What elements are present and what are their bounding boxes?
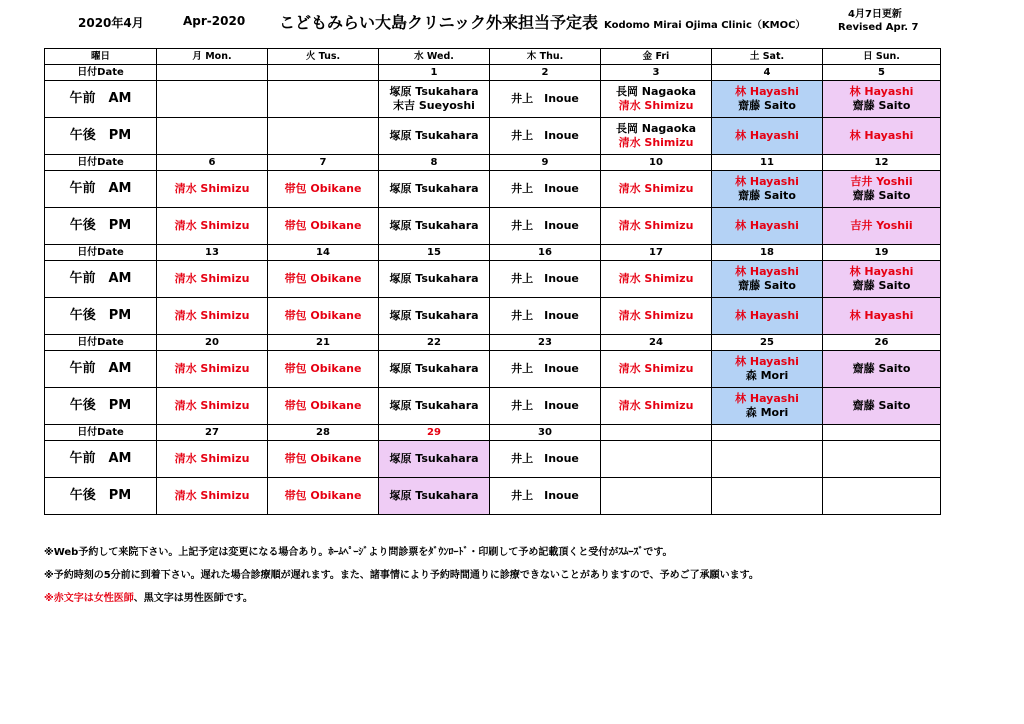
schedule-cell — [268, 171, 379, 208]
date-cell: 12 — [823, 155, 941, 171]
doctor-name: 塚原 Tsukahara — [389, 129, 479, 142]
doctor-name: 帯包 Obikane — [284, 219, 362, 232]
date-cell: 25 — [712, 335, 823, 351]
revised-ja: 4月7日更新 — [848, 9, 902, 20]
schedule-cell — [379, 208, 490, 245]
session-label-am: 午前 AM — [45, 261, 157, 298]
date-cell: 6 — [157, 155, 268, 171]
date-cell: 8 — [379, 155, 490, 171]
schedule-cell — [712, 478, 823, 515]
schedule-cell — [268, 351, 379, 388]
weekday-header: 月 Mon. — [157, 49, 268, 65]
schedule-cell — [157, 81, 268, 118]
session-row-pm — [45, 478, 941, 515]
doctor-name: 林 Hayashi — [735, 219, 799, 232]
doctor-name: 齋藤 Saito — [852, 279, 911, 292]
weekday-header: 水 Wed. — [379, 49, 490, 65]
schedule-cell — [379, 261, 490, 298]
schedule-cell — [601, 81, 712, 118]
doctor-name: 井上 Inoue — [511, 182, 579, 195]
schedule-cell — [601, 261, 712, 298]
revised-en: Revised Apr. 7 — [838, 22, 919, 33]
doctor-name: 井上 Inoue — [511, 129, 579, 142]
schedule-cell — [490, 261, 601, 298]
date-cell — [157, 65, 268, 81]
schedule-cell — [268, 298, 379, 335]
date-cell: 17 — [601, 245, 712, 261]
schedule-cell — [823, 351, 941, 388]
schedule-cell — [823, 171, 941, 208]
doctor-name: 清水 Shimizu — [174, 489, 250, 502]
doctor-name: 齋藤 Saito — [852, 99, 911, 112]
date-row — [45, 425, 941, 441]
schedule-cell — [268, 81, 379, 118]
session-label-am: 午前 AM — [45, 351, 157, 388]
weekday-header: 木 Thu. — [490, 49, 601, 65]
doctor-name: 清水 Shimizu — [174, 362, 250, 375]
session-row-pm — [45, 118, 941, 155]
date-row — [45, 335, 941, 351]
date-cell: 2 — [490, 65, 601, 81]
clinic-name-en: Kodomo Mirai Ojima Clinic（KMOC） — [604, 20, 806, 31]
schedule-cell — [712, 118, 823, 155]
date-cell: 10 — [601, 155, 712, 171]
doctor-name: 井上 Inoue — [511, 92, 579, 105]
date-row — [45, 245, 941, 261]
doctor-name: 井上 Inoue — [511, 272, 579, 285]
session-label-pm: 午後 PM — [45, 478, 157, 515]
session-row-am — [45, 81, 941, 118]
doctor-name: 帯包 Obikane — [284, 399, 362, 412]
session-label-am: 午前 AM — [45, 441, 157, 478]
schedule-cell — [823, 298, 941, 335]
doctor-name: 林 Hayashi — [735, 309, 799, 322]
doctor-name: 塚原 Tsukahara — [389, 452, 479, 465]
schedule-cell — [490, 351, 601, 388]
corner-label: 曜日 — [45, 49, 157, 65]
month-en: Apr-2020 — [183, 14, 246, 28]
note-red-female: ※赤文字は女性医師 — [44, 593, 134, 604]
date-cell: 9 — [490, 155, 601, 171]
doctor-name: 林 Hayashi — [735, 265, 799, 278]
doctor-name: 帯包 Obikane — [284, 489, 362, 502]
date-row-label: 日付Date — [45, 245, 157, 261]
schedule-cell — [712, 81, 823, 118]
date-cell: 16 — [490, 245, 601, 261]
doctor-name: 塚原 Tsukahara — [389, 219, 479, 232]
session-row-am — [45, 261, 941, 298]
doctor-name: 長岡 Nagaoka — [615, 122, 697, 135]
session-label-am: 午前 AM — [45, 81, 157, 118]
schedule-cell — [712, 441, 823, 478]
note-black-male: 、黒文字は男性医師です。 — [133, 593, 253, 604]
schedule-cell — [601, 351, 712, 388]
note-arrival: ※予約時刻の5分前に到着下さい。遅れた場合診療順が遅れます。また、諸事情により予約時間通りに診療できないことがありますので、予めご了承願います。 — [44, 570, 759, 581]
date-cell: 26 — [823, 335, 941, 351]
schedule-cell — [379, 118, 490, 155]
schedule-cell — [712, 351, 823, 388]
doctor-name: 清水 Shimizu — [174, 399, 250, 412]
doctor-name: 塚原 Tsukahara — [389, 362, 479, 375]
schedule-cell — [268, 478, 379, 515]
date-cell — [268, 65, 379, 81]
date-cell — [712, 425, 823, 441]
date-cell: 22 — [379, 335, 490, 351]
doctor-name: 齋藤 Saito — [738, 189, 796, 202]
date-cell: 23 — [490, 335, 601, 351]
doctor-name: 清水 Shimizu — [174, 309, 250, 322]
doctor-name: 塚原 Tsukahara — [389, 399, 479, 412]
schedule-cell — [157, 118, 268, 155]
doctor-name: 井上 Inoue — [511, 362, 579, 375]
doctor-name: 帯包 Obikane — [284, 452, 362, 465]
schedule-cell — [379, 351, 490, 388]
doctor-name: 森 Mori — [745, 369, 789, 382]
month-ja: 2020年4月 — [78, 16, 144, 30]
doctor-name: 清水 Shimizu — [618, 219, 694, 232]
schedule-cell — [379, 298, 490, 335]
schedule-cell — [823, 478, 941, 515]
schedule-cell — [601, 208, 712, 245]
schedule-cell — [157, 441, 268, 478]
doctor-name: 井上 Inoue — [511, 219, 579, 232]
doctor-name: 清水 Shimizu — [618, 399, 694, 412]
date-cell: 18 — [712, 245, 823, 261]
doctor-name: 清水 Shimizu — [618, 309, 694, 322]
schedule-cell — [490, 298, 601, 335]
session-label-am: 午前 AM — [45, 171, 157, 208]
session-label-pm: 午後 PM — [45, 208, 157, 245]
date-cell: 28 — [268, 425, 379, 441]
doctor-name: 吉井 Yoshii — [850, 219, 913, 232]
date-cell: 1 — [379, 65, 490, 81]
weekday-header-row — [45, 49, 941, 65]
doctor-name: 塚原 Tsukahara — [389, 489, 479, 502]
schedule-cell — [379, 81, 490, 118]
schedule-cell — [157, 208, 268, 245]
schedule-cell — [712, 171, 823, 208]
schedule-cell — [268, 208, 379, 245]
doctor-name: 長岡 Nagaoka — [615, 85, 697, 98]
date-row-label: 日付Date — [45, 425, 157, 441]
date-cell: 4 — [712, 65, 823, 81]
schedule-cell — [157, 298, 268, 335]
date-cell — [601, 425, 712, 441]
session-row-am — [45, 171, 941, 208]
doctor-name: 林 Hayashi — [735, 175, 799, 188]
schedule-cell — [601, 441, 712, 478]
date-row-label: 日付Date — [45, 65, 157, 81]
schedule-cell — [268, 441, 379, 478]
schedule-cell — [601, 118, 712, 155]
doctor-name: 林 Hayashi — [735, 392, 799, 405]
doctor-name: 井上 Inoue — [511, 452, 579, 465]
doctor-name: 林 Hayashi — [735, 85, 799, 98]
schedule-cell — [379, 388, 490, 425]
schedule-cell — [157, 261, 268, 298]
schedule-table — [44, 48, 941, 515]
date-cell: 13 — [157, 245, 268, 261]
date-cell — [823, 425, 941, 441]
session-row-pm — [45, 208, 941, 245]
doctor-name: 清水 Shimizu — [174, 272, 250, 285]
doctor-name: 帯包 Obikane — [284, 362, 362, 375]
schedule-cell — [601, 298, 712, 335]
date-cell: 20 — [157, 335, 268, 351]
schedule-cell — [268, 388, 379, 425]
weekday-header: 日 Sun. — [823, 49, 941, 65]
session-label-pm: 午後 PM — [45, 298, 157, 335]
date-row — [45, 65, 941, 81]
page-title: こどもみらい大島クリニック外来担当予定表 — [279, 13, 599, 32]
doctor-name: 清水 Shimizu — [618, 182, 694, 195]
doctor-name: 清水 Shimizu — [618, 272, 694, 285]
doctor-name: 林 Hayashi — [849, 309, 914, 322]
schedule-cell — [490, 388, 601, 425]
doctor-name: 清水 Shimizu — [618, 136, 694, 149]
schedule-cell — [712, 388, 823, 425]
date-cell: 15 — [379, 245, 490, 261]
schedule-cell — [712, 298, 823, 335]
schedule-cell — [601, 478, 712, 515]
session-label-pm: 午後 PM — [45, 118, 157, 155]
doctor-name: 清水 Shimizu — [174, 452, 250, 465]
doctor-name: 塚原 Tsukahara — [389, 85, 479, 98]
schedule-cell — [379, 171, 490, 208]
date-cell: 7 — [268, 155, 379, 171]
date-cell: 11 — [712, 155, 823, 171]
schedule-cell — [823, 81, 941, 118]
schedule-cell — [268, 118, 379, 155]
doctor-name: 林 Hayashi — [849, 265, 914, 278]
doctor-name: 清水 Shimizu — [174, 182, 250, 195]
session-row-pm — [45, 298, 941, 335]
schedule-cell — [490, 478, 601, 515]
doctor-name: 井上 Inoue — [511, 399, 579, 412]
doctor-name: 齋藤 Saito — [738, 99, 796, 112]
weekday-header: 土 Sat. — [712, 49, 823, 65]
doctor-name: 齋藤 Saito — [852, 189, 911, 202]
schedule-cell — [157, 388, 268, 425]
schedule-cell — [268, 261, 379, 298]
date-cell: 5 — [823, 65, 941, 81]
doctor-name: 井上 Inoue — [511, 489, 579, 502]
schedule-cell — [601, 171, 712, 208]
doctor-name: 清水 Shimizu — [618, 362, 694, 375]
doctor-name: 塚原 Tsukahara — [389, 309, 479, 322]
schedule-cell — [601, 388, 712, 425]
schedule-cell — [379, 441, 490, 478]
session-row-am — [45, 351, 941, 388]
doctor-name: 末吉 Sueyoshi — [393, 99, 475, 112]
schedule-cell — [712, 261, 823, 298]
doctor-name: 齋藤 Saito — [852, 399, 911, 412]
schedule-cell — [823, 118, 941, 155]
schedule-cell — [157, 351, 268, 388]
doctor-name: 吉井 Yoshii — [850, 175, 913, 188]
schedule-cell — [490, 171, 601, 208]
date-cell: 29 — [379, 425, 490, 441]
weekday-header: 火 Tus. — [268, 49, 379, 65]
note-color-legend — [44, 589, 253, 604]
doctor-name: 林 Hayashi — [849, 85, 914, 98]
schedule-cell — [823, 208, 941, 245]
date-cell: 24 — [601, 335, 712, 351]
schedule-cell — [823, 261, 941, 298]
doctor-name: 帯包 Obikane — [284, 182, 362, 195]
doctor-name: 齋藤 Saito — [738, 279, 796, 292]
doctor-name: 森 Mori — [745, 406, 789, 419]
session-row-pm — [45, 388, 941, 425]
schedule-cell — [157, 171, 268, 208]
note-web-reservation: ※Web予約して来院下さい。上記予定は変更になる場合あり。ﾎｰﾑﾍﾟｰｼﾞより問診票をﾀﾞｳﾝﾛｰﾄﾞ・印刷して予め記載頂くと受付がｽﾑｰｽﾞです。 — [44, 547, 673, 558]
weekday-header: 金 Fri — [601, 49, 712, 65]
session-label-pm: 午後 PM — [45, 388, 157, 425]
date-cell: 27 — [157, 425, 268, 441]
doctor-name: 塚原 Tsukahara — [389, 182, 479, 195]
date-row-label: 日付Date — [45, 155, 157, 171]
doctor-name: 帯包 Obikane — [284, 272, 362, 285]
schedule-cell — [490, 81, 601, 118]
session-row-am — [45, 441, 941, 478]
schedule-cell — [490, 441, 601, 478]
schedule-cell — [712, 208, 823, 245]
date-cell: 19 — [823, 245, 941, 261]
schedule-cell — [157, 478, 268, 515]
doctor-name: 林 Hayashi — [735, 355, 799, 368]
schedule-cell — [379, 478, 490, 515]
date-cell: 21 — [268, 335, 379, 351]
doctor-name: 清水 Shimizu — [174, 219, 250, 232]
date-cell: 3 — [601, 65, 712, 81]
schedule-cell — [490, 208, 601, 245]
doctor-name: 塚原 Tsukahara — [389, 272, 479, 285]
doctor-name: 清水 Shimizu — [618, 99, 694, 112]
doctor-name: 帯包 Obikane — [284, 309, 362, 322]
doctor-name: 齋藤 Saito — [852, 362, 911, 375]
doctor-name: 林 Hayashi — [849, 129, 914, 142]
date-row-label: 日付Date — [45, 335, 157, 351]
schedule-cell — [490, 118, 601, 155]
date-row — [45, 155, 941, 171]
doctor-name: 井上 Inoue — [511, 309, 579, 322]
date-cell: 30 — [490, 425, 601, 441]
schedule-cell — [823, 388, 941, 425]
doctor-name: 林 Hayashi — [735, 129, 799, 142]
schedule-cell — [823, 441, 941, 478]
date-cell: 14 — [268, 245, 379, 261]
